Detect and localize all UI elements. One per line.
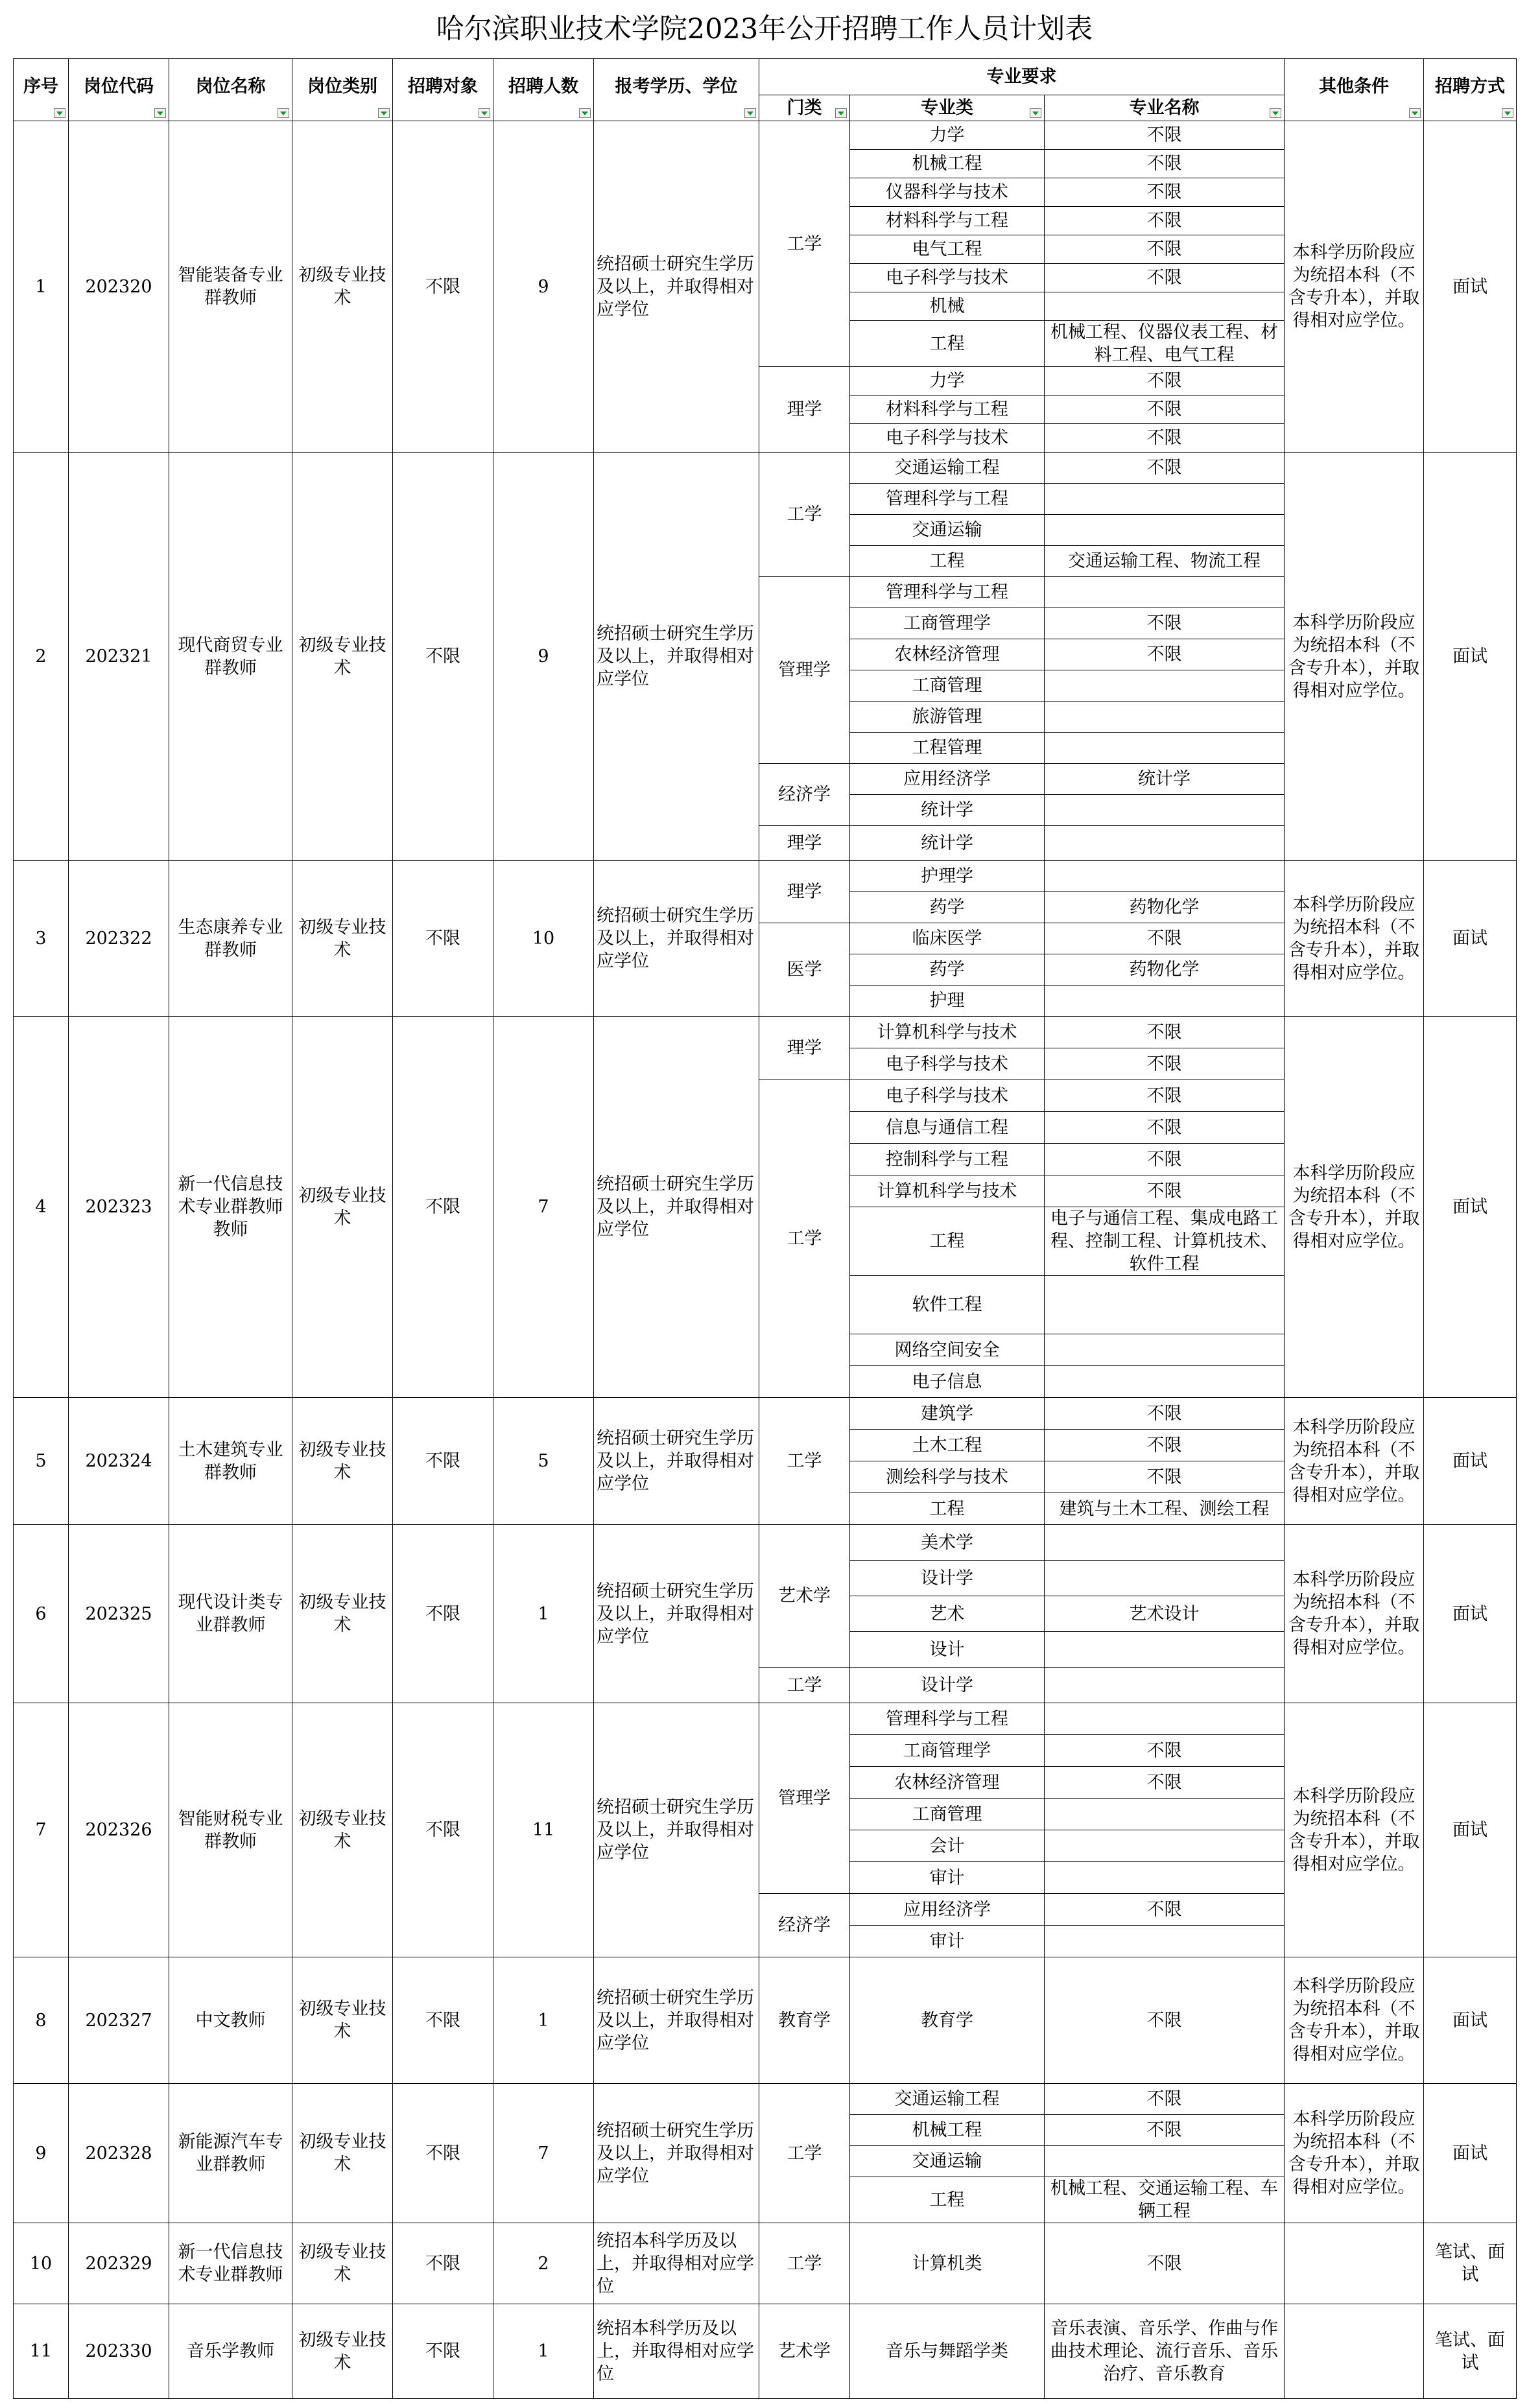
major-name-cell [1045,1334,1285,1366]
major-name-cell [1045,2146,1285,2177]
recruit-method-cell: 笔试、面试 [1424,2304,1517,2399]
seq-cell: 8 [14,1957,69,2084]
post-name-cell: 生态康养专业群教师 [169,861,292,1017]
major-category-cell: 材料科学与工程 [850,395,1045,424]
post-code-cell: 202330 [69,2304,169,2399]
header-type[interactable]: 岗位类别 [292,59,393,121]
table-row [14,2084,1517,2115]
target-cell: 不限 [393,1525,493,1703]
discipline-cell: 工学 [759,2223,850,2304]
post-name-cell: 现代设计类专业群教师 [169,1525,292,1703]
major-category-cell: 管理科学与工程 [850,1703,1045,1735]
major-category-cell: 应用经济学 [850,1894,1045,1926]
education-cell: 统招本科学历及以上，并取得相对应学位 [594,2223,759,2304]
major-name-cell: 机械工程、仪器仪表工程、材料工程、电气工程 [1045,321,1285,367]
seq-cell: 11 [14,2304,69,2399]
post-name-cell: 新一代信息技术专业群教师教师 [169,1017,292,1398]
header-method[interactable]: 招聘方式 [1424,59,1517,121]
major-name-cell: 药物化学 [1045,892,1285,923]
major-name-cell: 不限 [1045,395,1285,424]
major-category-cell: 仪器科学与技术 [850,178,1045,207]
filter-dropdown-icon[interactable] [1409,108,1421,118]
education-cell: 统招硕士研究生学历及以上，并取得相对应学位 [594,1703,759,1957]
major-category-cell: 设计学 [850,1561,1045,1596]
major-name-cell: 不限 [1045,1048,1285,1080]
discipline-cell: 管理学 [759,577,850,764]
post-name-cell: 音乐学教师 [169,2304,292,2399]
filter-dropdown-icon[interactable] [1270,108,1281,118]
filter-dropdown-icon[interactable] [744,108,756,118]
major-category-cell: 网络空间安全 [850,1334,1045,1366]
count-cell: 7 [493,2084,594,2223]
major-category-cell: 信息与通信工程 [850,1112,1045,1144]
major-category-cell: 管理科学与工程 [850,484,1045,515]
seq-cell: 1 [14,121,69,453]
major-name-cell [1045,1632,1285,1668]
post-code-cell: 202323 [69,1017,169,1398]
major-name-cell: 不限 [1045,1112,1285,1144]
discipline-cell: 艺术学 [759,1525,850,1668]
major-category-cell: 应用经济学 [850,764,1045,795]
post-code-cell: 202326 [69,1703,169,1957]
major-category-cell: 护理学 [850,861,1045,892]
post-code-cell: 202327 [69,1957,169,2084]
major-category-cell: 农林经济管理 [850,639,1045,670]
major-name-cell [1045,1561,1285,1596]
table-row [14,1525,1517,1561]
major-name-cell: 不限 [1045,639,1285,670]
major-category-cell: 药学 [850,892,1045,923]
major-name-cell [1045,1276,1285,1334]
major-category-cell: 力学 [850,121,1045,150]
filter-dropdown-icon[interactable] [479,108,490,118]
education-cell: 统招硕士研究生学历及以上，并取得相对应学位 [594,1398,759,1525]
major-category-cell: 教育学 [850,1957,1045,2084]
major-category-cell: 土木工程 [850,1430,1045,1461]
table-row [14,2223,1517,2304]
major-name-cell: 不限 [1045,608,1285,639]
major-category-cell: 机械工程 [850,150,1045,178]
major-category-cell: 旅游管理 [850,702,1045,733]
major-category-cell: 药学 [850,954,1045,986]
post-name-cell: 中文教师 [169,1957,292,2084]
discipline-cell: 理学 [759,861,850,923]
count-cell: 11 [493,1703,594,1957]
filter-dropdown-icon[interactable] [1030,108,1041,118]
post-code-cell: 202324 [69,1398,169,1525]
target-cell: 不限 [393,861,493,1017]
major-name-cell: 不限 [1045,453,1285,484]
major-category-cell: 计算机科学与技术 [850,1017,1045,1048]
post-code-cell: 202329 [69,2223,169,2304]
major-name-cell: 不限 [1045,1767,1285,1799]
header-count[interactable]: 招聘人数 [493,59,594,121]
count-cell: 1 [493,1957,594,2084]
major-name-cell [1045,1926,1285,1957]
recruit-method-cell: 面试 [1424,1398,1517,1525]
recruit-method-cell: 面试 [1424,1957,1517,2084]
header-discipline[interactable]: 门类 [759,95,850,121]
recruit-method-cell: 面试 [1424,2084,1517,2223]
post-code-cell: 202320 [69,121,169,453]
header-code[interactable]: 岗位代码 [69,59,169,121]
major-name-cell [1045,1799,1285,1830]
filter-dropdown-icon[interactable] [579,108,591,118]
post-code-cell: 202328 [69,2084,169,2223]
major-name-cell: 不限 [1045,1957,1285,2084]
post-type-cell: 初级专业技术 [292,1957,393,2084]
table-row [14,1398,1517,1430]
major-name-cell: 不限 [1045,150,1285,178]
major-name-cell: 艺术设计 [1045,1596,1285,1632]
post-name-cell: 新一代信息技术专业群教师 [169,2223,292,2304]
major-name-cell: 不限 [1045,235,1285,264]
filter-dropdown-icon[interactable] [1502,108,1513,118]
education-cell: 统招硕士研究生学历及以上，并取得相对应学位 [594,861,759,1017]
filter-dropdown-icon[interactable] [835,108,847,118]
major-category-cell: 交通运输 [850,2146,1045,2177]
header-target[interactable]: 招聘对象 [393,59,493,121]
count-cell: 9 [493,121,594,453]
major-category-cell: 工商管理 [850,670,1045,702]
seq-cell: 7 [14,1703,69,1957]
major-name-cell: 不限 [1045,424,1285,453]
major-name-cell: 不限 [1045,2084,1285,2115]
major-category-cell: 控制科学与工程 [850,1144,1045,1175]
major-category-cell: 工商管理 [850,1799,1045,1830]
discipline-cell: 经济学 [759,1894,850,1957]
major-category-cell: 电气工程 [850,235,1045,264]
major-name-cell [1045,861,1285,892]
major-name-cell: 不限 [1045,367,1285,395]
major-name-cell [1045,1668,1285,1703]
target-cell: 不限 [393,453,493,861]
other-conditions-cell: 本科学历阶段应为统招本科（不含专升本），并取得相对应学位。 [1285,1525,1424,1703]
major-name-cell [1045,1862,1285,1894]
recruit-method-cell: 笔试、面试 [1424,2223,1517,2304]
major-category-cell: 设计学 [850,1668,1045,1703]
major-name-cell: 不限 [1045,178,1285,207]
major-name-cell: 不限 [1045,1430,1285,1461]
discipline-cell: 理学 [759,826,850,861]
discipline-cell: 艺术学 [759,2304,850,2399]
major-name-cell [1045,826,1285,861]
post-name-cell: 新能源汽车专业群教师 [169,2084,292,2223]
post-type-cell: 初级专业技术 [292,2084,393,2223]
discipline-cell: 工学 [759,1080,850,1398]
count-cell: 9 [493,453,594,861]
post-code-cell: 202321 [69,453,169,861]
major-name-cell: 不限 [1045,121,1285,150]
major-category-cell: 软件工程 [850,1276,1045,1334]
major-category-cell: 工程管理 [850,733,1045,764]
major-category-cell: 力学 [850,367,1045,395]
table-body [14,121,1517,2399]
post-code-cell: 202322 [69,861,169,1017]
major-category-cell: 工程 [850,321,1045,367]
target-cell: 不限 [393,121,493,453]
count-cell: 2 [493,2223,594,2304]
filter-dropdown-icon[interactable] [378,108,390,118]
education-cell: 统招硕士研究生学历及以上，并取得相对应学位 [594,2084,759,2223]
major-category-cell: 设计 [850,1632,1045,1668]
education-cell: 统招硕士研究生学历及以上，并取得相对应学位 [594,1017,759,1398]
major-name-cell: 不限 [1045,1175,1285,1207]
major-category-cell: 护理 [850,986,1045,1017]
table-row [14,121,1517,150]
major-name-cell [1045,1525,1285,1561]
seq-cell: 5 [14,1398,69,1525]
major-category-cell: 统计学 [850,795,1045,826]
major-name-cell: 不限 [1045,923,1285,954]
major-name-cell: 交通运输工程、物流工程 [1045,546,1285,577]
major-name-cell [1045,1366,1285,1398]
major-category-cell: 机械 [850,292,1045,321]
post-type-cell: 初级专业技术 [292,2304,393,2399]
major-name-cell [1045,292,1285,321]
header-seq[interactable]: 序号 [14,59,69,121]
major-category-cell: 美术学 [850,1525,1045,1561]
target-cell: 不限 [393,1703,493,1957]
other-conditions-cell: 本科学历阶段应为统招本科（不含专升本），并取得相对应学位。 [1285,861,1424,1017]
major-category-cell: 交通运输 [850,515,1045,546]
major-category-cell: 工商管理学 [850,1735,1045,1767]
count-cell: 1 [493,2304,594,2399]
table-row [14,2304,1517,2399]
post-type-cell: 初级专业技术 [292,1398,393,1525]
major-name-cell [1045,795,1285,826]
major-category-cell: 建筑学 [850,1398,1045,1430]
target-cell: 不限 [393,1017,493,1398]
major-name-cell: 音乐表演、音乐学、作曲与作曲技术理论、流行音乐、音乐治疗、音乐教育 [1045,2304,1285,2399]
major-category-cell: 工商管理学 [850,608,1045,639]
major-category-cell: 审计 [850,1926,1045,1957]
major-category-cell: 交通运输工程 [850,453,1045,484]
major-category-cell: 会计 [850,1830,1045,1862]
major-category-cell: 电子科学与技术 [850,1048,1045,1080]
major-name-cell: 不限 [1045,2223,1285,2304]
major-name-cell [1045,577,1285,608]
filter-dropdown-icon[interactable] [54,108,65,118]
post-type-cell: 初级专业技术 [292,2223,393,2304]
seq-cell: 10 [14,2223,69,2304]
post-code-cell: 202325 [69,1525,169,1703]
major-category-cell: 计算机类 [850,2223,1045,2304]
major-name-cell: 不限 [1045,1080,1285,1112]
major-name-cell: 建筑与土木工程、测绘工程 [1045,1493,1285,1525]
major-name-cell: 药物化学 [1045,954,1285,986]
target-cell: 不限 [393,1398,493,1525]
major-name-cell [1045,1830,1285,1862]
discipline-cell: 医学 [759,923,850,1017]
major-name-cell: 不限 [1045,1735,1285,1767]
header-major-req: 专业要求 [759,59,1285,95]
major-category-cell: 机械工程 [850,2115,1045,2146]
major-category-cell: 工程 [850,1493,1045,1525]
major-name-cell: 不限 [1045,1894,1285,1926]
major-name-cell: 机械工程、交通运输工程、车辆工程 [1045,2177,1285,2223]
recruitment-table [13,58,1517,2399]
education-cell: 统招硕士研究生学历及以上，并取得相对应学位 [594,1525,759,1703]
other-conditions-cell: 本科学历阶段应为统招本科（不含专升本），并取得相对应学位。 [1285,1957,1424,2084]
table-row [14,861,1517,892]
table-row [14,1017,1517,1048]
recruit-method-cell: 面试 [1424,453,1517,861]
major-name-cell [1045,670,1285,702]
major-category-cell: 电子科学与技术 [850,424,1045,453]
post-name-cell: 智能装备专业群教师 [169,121,292,453]
major-name-cell: 不限 [1045,264,1285,292]
recruit-method-cell: 面试 [1424,121,1517,453]
other-conditions-cell: 本科学历阶段应为统招本科（不含专升本），并取得相对应学位。 [1285,121,1424,453]
major-category-cell: 电子信息 [850,1366,1045,1398]
post-type-cell: 初级专业技术 [292,121,393,453]
filter-dropdown-icon[interactable] [154,108,166,118]
post-type-cell: 初级专业技术 [292,1525,393,1703]
seq-cell: 3 [14,861,69,1017]
major-name-cell [1045,484,1285,515]
target-cell: 不限 [393,2084,493,2223]
target-cell: 不限 [393,2304,493,2399]
header-other[interactable]: 其他条件 [1285,59,1424,121]
major-category-cell: 艺术 [850,1596,1045,1632]
major-name-cell [1045,986,1285,1017]
major-category-cell: 电子科学与技术 [850,1080,1045,1112]
seq-cell: 2 [14,453,69,861]
major-category-cell: 工程 [850,546,1045,577]
seq-cell: 6 [14,1525,69,1703]
other-conditions-cell: 本科学历阶段应为统招本科（不含专升本），并取得相对应学位。 [1285,1703,1424,1957]
count-cell: 1 [493,1525,594,1703]
major-category-cell: 音乐与舞蹈学类 [850,2304,1045,2399]
major-category-cell: 农林经济管理 [850,1767,1045,1799]
page-title: 哈尔滨职业技术学院2023年公开招聘工作人员计划表 [436,13,1093,45]
other-conditions-cell: 本科学历阶段应为统招本科（不含专升本），并取得相对应学位。 [1285,1398,1424,1525]
major-name-cell: 不限 [1045,1398,1285,1430]
header-name[interactable]: 岗位名称 [169,59,292,121]
other-conditions-cell [1285,2223,1424,2304]
discipline-cell: 工学 [759,2084,850,2223]
education-cell: 统招本科学历及以上，并取得相对应学位 [594,2304,759,2399]
discipline-cell: 教育学 [759,1957,850,2084]
target-cell: 不限 [393,1957,493,2084]
major-category-cell: 电子科学与技术 [850,264,1045,292]
recruit-method-cell: 面试 [1424,861,1517,1017]
discipline-cell: 管理学 [759,1703,850,1894]
header-major-name[interactable]: 专业名称 [1045,95,1285,121]
recruit-method-cell: 面试 [1424,1703,1517,1957]
discipline-cell: 理学 [759,367,850,453]
major-name-cell [1045,515,1285,546]
post-type-cell: 初级专业技术 [292,861,393,1017]
filter-dropdown-icon[interactable] [278,108,289,118]
major-name-cell: 不限 [1045,207,1285,235]
header-edu[interactable]: 报考学历、学位 [594,59,759,121]
discipline-cell: 工学 [759,453,850,577]
major-name-cell [1045,1703,1285,1735]
major-category-cell: 工程 [850,1207,1045,1276]
table-row [14,1703,1517,1735]
header-category[interactable]: 专业类 [850,95,1045,121]
recruit-method-cell: 面试 [1424,1017,1517,1398]
major-category-cell: 测绘科学与技术 [850,1461,1045,1493]
major-category-cell: 管理科学与工程 [850,577,1045,608]
discipline-cell: 经济学 [759,764,850,826]
major-category-cell: 材料科学与工程 [850,207,1045,235]
major-name-cell [1045,733,1285,764]
post-name-cell: 智能财税专业群教师 [169,1703,292,1957]
table-row [14,1957,1517,2084]
seq-cell: 4 [14,1017,69,1398]
major-category-cell: 工程 [850,2177,1045,2223]
major-name-cell: 统计学 [1045,764,1285,795]
major-category-cell: 临床医学 [850,923,1045,954]
major-category-cell: 统计学 [850,826,1045,861]
target-cell: 不限 [393,2223,493,2304]
discipline-cell: 理学 [759,1017,850,1080]
major-category-cell: 审计 [850,1862,1045,1894]
recruit-method-cell: 面试 [1424,1525,1517,1703]
post-type-cell: 初级专业技术 [292,1017,393,1398]
post-name-cell: 现代商贸专业群教师 [169,453,292,861]
post-type-cell: 初级专业技术 [292,1703,393,1957]
discipline-cell: 工学 [759,1398,850,1525]
major-name-cell: 不限 [1045,1461,1285,1493]
education-cell: 统招硕士研究生学历及以上，并取得相对应学位 [594,453,759,861]
major-name-cell [1045,702,1285,733]
post-type-cell: 初级专业技术 [292,453,393,861]
table-row [14,453,1517,484]
major-category-cell: 计算机科学与技术 [850,1175,1045,1207]
discipline-cell: 工学 [759,121,850,367]
count-cell: 5 [493,1398,594,1525]
other-conditions-cell: 本科学历阶段应为统招本科（不含专升本），并取得相对应学位。 [1285,2084,1424,2223]
discipline-cell: 工学 [759,1668,850,1703]
count-cell: 10 [493,861,594,1017]
major-category-cell: 交通运输工程 [850,2084,1045,2115]
post-name-cell: 土木建筑专业群教师 [169,1398,292,1525]
other-conditions-cell: 本科学历阶段应为统招本科（不含专升本），并取得相对应学位。 [1285,453,1424,861]
other-conditions-cell [1285,2304,1424,2399]
count-cell: 7 [493,1017,594,1398]
education-cell: 统招硕士研究生学历及以上，并取得相对应学位 [594,1957,759,2084]
major-name-cell: 电子与通信工程、集成电路工程、控制工程、计算机技术、软件工程 [1045,1207,1285,1276]
other-conditions-cell: 本科学历阶段应为统招本科（不含专升本），并取得相对应学位。 [1285,1017,1424,1398]
education-cell: 统招硕士研究生学历及以上，并取得相对应学位 [594,121,759,453]
seq-cell: 9 [14,2084,69,2223]
major-name-cell: 不限 [1045,1144,1285,1175]
major-name-cell: 不限 [1045,2115,1285,2146]
major-name-cell: 不限 [1045,1017,1285,1048]
